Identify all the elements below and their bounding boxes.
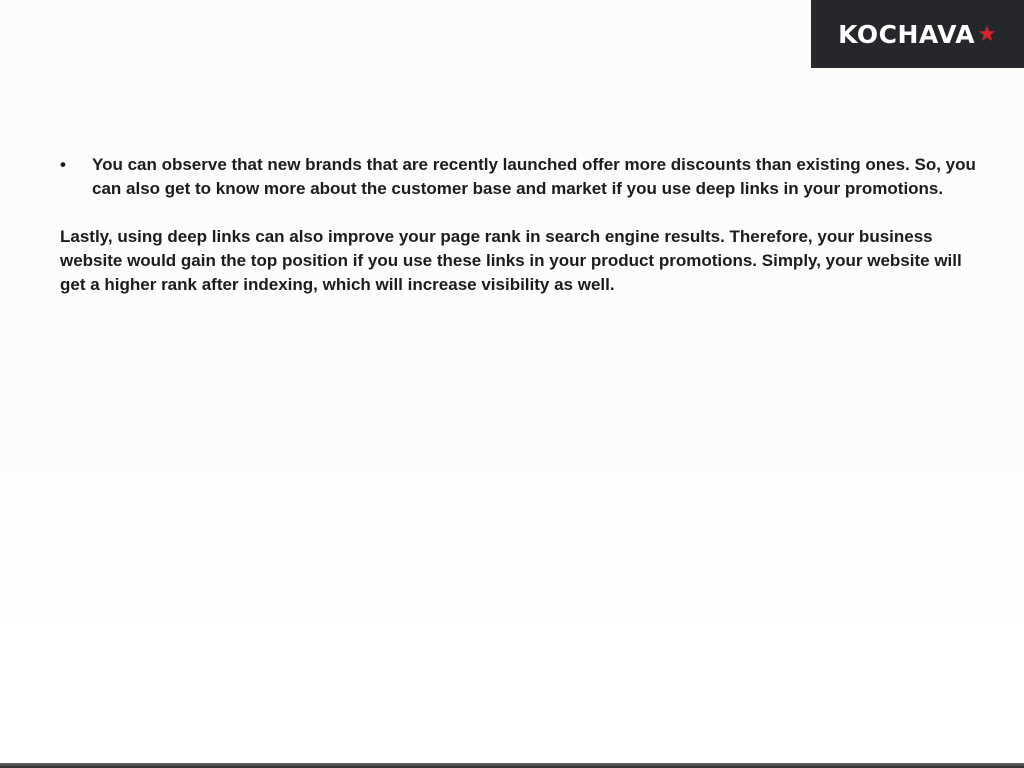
bullet-item bbox=[60, 153, 985, 201]
logo-wordmark: KOCHAVA bbox=[838, 19, 976, 49]
slide-body bbox=[60, 153, 985, 297]
body-paragraph: Lastly, using deep links can also improve your page rank in search engine results. Therefore, your business website would gain the top position if you use these links in your product promotions. Simply, your website will get a higher rank after indexing, which will increase visibility as well. bbox=[60, 227, 962, 294]
kochava-logo bbox=[811, 0, 1024, 68]
bullet-text: You can observe that new brands that are recently launched offer more discounts than existing ones. So, you can also get to know more about the customer base and market if you use deep links in your promotions. bbox=[92, 155, 976, 198]
bullet-marker: • bbox=[60, 155, 66, 174]
star-icon: ★ bbox=[977, 21, 997, 46]
bottom-divider bbox=[0, 763, 1024, 768]
